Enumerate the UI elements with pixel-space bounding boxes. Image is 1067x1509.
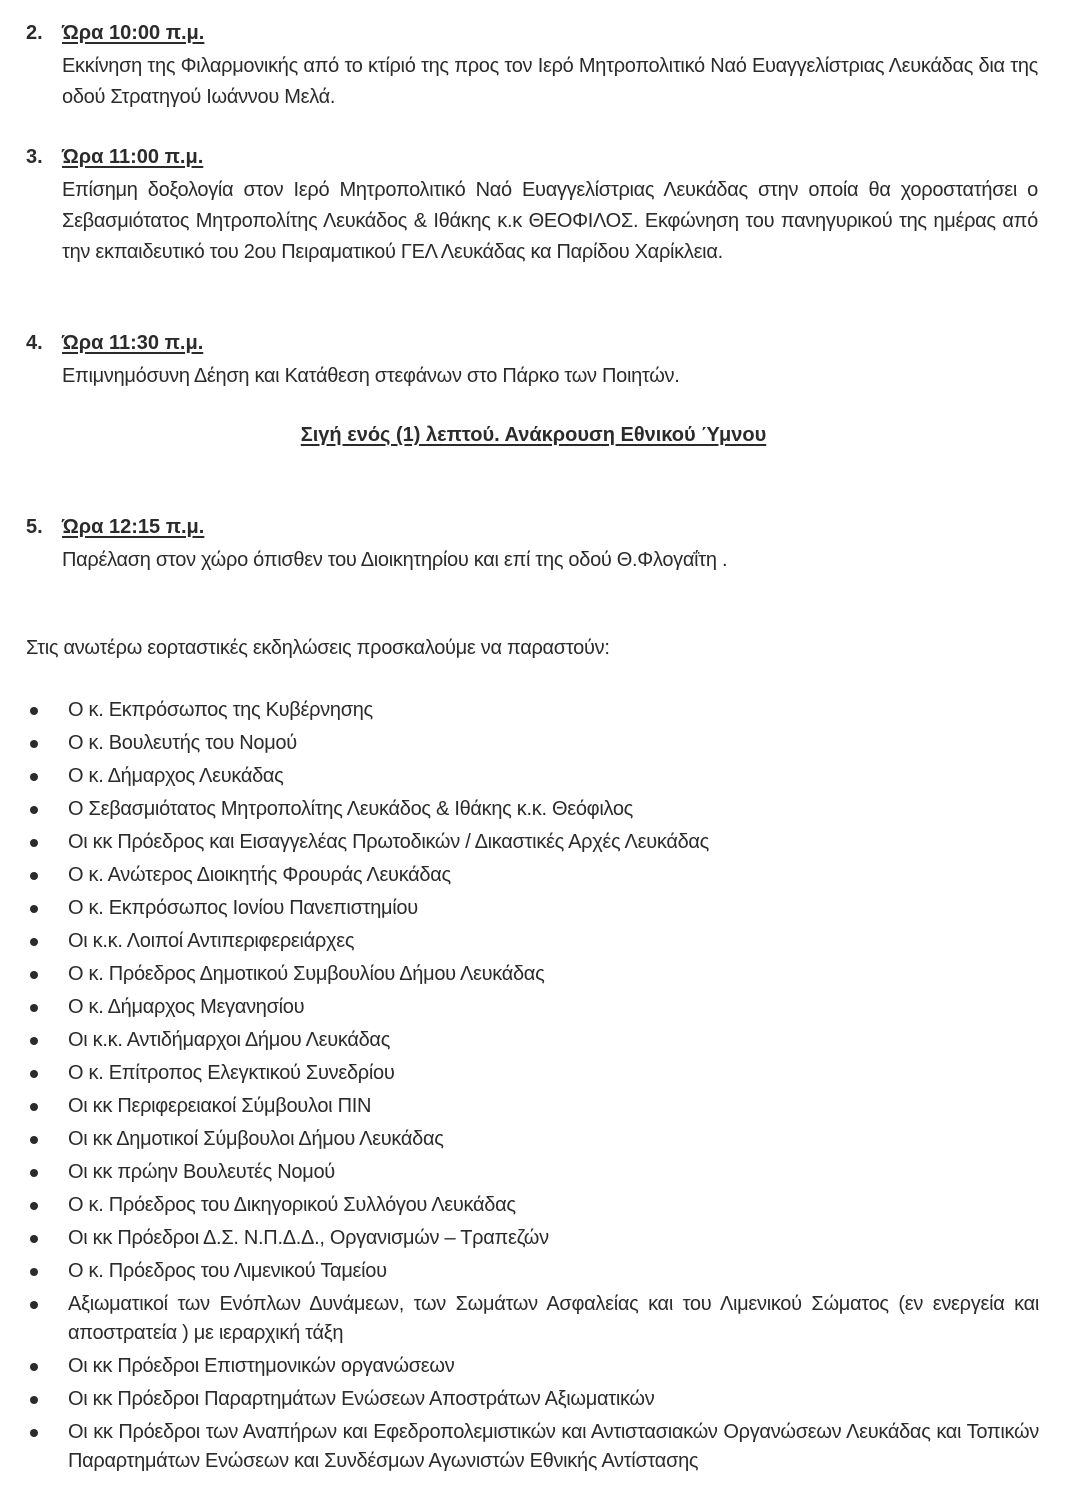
bullet-icon [30,938,38,946]
schedule-item-4-description: Επιμνημόσυνη Δέηση και Κατάθεση στεφάνων στο Πάρκο των Ποιητών. [62,365,680,387]
bullet-icon [30,1235,38,1243]
guest-text: Οι κκ πρώην Βουλευτές Νομού [68,1161,335,1183]
guest-text: Ο κ. Επίτροπος Ελεγκτικού Συνεδρίου [68,1062,395,1084]
guest-list-item [0,1350,1067,1383]
schedule-item-5-heading [26,516,204,539]
bullet-icon [30,1070,38,1078]
invitation-intro: Στις ανωτέρω εορταστικές εκδηλώσεις προσκαλούμε να παραστούν: [26,637,610,659]
guest-list-item [0,1090,1067,1123]
guest-list-item [0,1383,1067,1416]
silence-note: Σιγή ενός (1) λεπτού. Ανάκρουση Εθνικού Ύμνου [300,424,767,446]
bullet-icon [30,1301,38,1309]
schedule-item-2-description: Εκκίνηση της Φιλαρμονικής από το κτίριό της προς τον Ιερό Μητροπολιτικό Ναό Ευαγγελίστριας Λευκάδας δια της οδού Στρατηγού Ιωάννου Μελά. [62,55,1038,108]
schedule-item-number: 2. [26,22,43,44]
bullet-icon [30,1202,38,1210]
guest-list-item [0,925,1067,958]
bullet-icon [30,707,38,715]
bullet-icon [30,1037,38,1045]
guest-text: Ο κ. Εκπρόσωπος Ιονίου Πανεπιστημίου [68,897,418,919]
schedule-item-2-heading [26,22,204,45]
bullet-icon [30,839,38,847]
guest-list-item [0,826,1067,859]
schedule-item-time: Ώρα 12:15 π.μ. [62,516,205,538]
guest-list-item [0,958,1067,991]
schedule-item-5-description: Παρέλαση στον χώρο όπισθεν του Διοικητηρίου και επί της οδού Θ.Φλογαΐτη . [62,549,728,571]
bullet-icon [30,773,38,781]
guest-text: Αξιωματικοί των Ενόπλων Δυνάμεων, των Σωμάτων Ασφαλείας και του Λιμενικού Σώματος (εν ενεργεία και αποστρατεία ) με ιεραρχική τάξη [68,1293,1039,1344]
bullet-icon [30,1169,38,1177]
bullet-icon [30,1004,38,1012]
bullet-icon [30,1363,38,1371]
guest-list-item [0,892,1067,925]
guest-text: Ο κ. Δήμαρχος Μεγανησίου [68,996,305,1018]
guest-list-item [0,1123,1067,1156]
bullet-icon [30,1136,38,1144]
guest-list-item [0,1288,1067,1350]
bullet-icon [30,806,38,814]
guest-list-item [0,1416,1067,1478]
guest-text: Ο Σεβασμιότατος Μητροπολίτης Λευκάδος & Ιθάκης κ.κ. Θεόφιλος [68,798,634,820]
guest-list-item [0,727,1067,760]
schedule-item-4-heading [26,332,203,355]
schedule-item-number: 4. [26,332,43,354]
guest-list-item [0,1156,1067,1189]
schedule-item-number: 3. [26,146,43,168]
guest-text: Οι κ.κ. Αντιδήμαρχοι Δήμου Λευκάδας [68,1029,391,1051]
guest-list-item [0,991,1067,1024]
guest-text: Ο κ. Βουλευτής του Νομού [68,732,297,754]
guest-list-item [0,1189,1067,1222]
guest-list-item [0,1024,1067,1057]
guest-text: Ο κ. Πρόεδρος του Λιμενικού Ταμείου [68,1260,387,1282]
schedule-item-number: 5. [26,516,43,538]
schedule-item-3-heading [26,146,203,169]
guest-text: Οι κκ Πρόεδροι Επιστημονικών οργανώσεων [68,1355,455,1377]
guest-list-item [0,694,1067,727]
guest-list-item [0,1222,1067,1255]
guest-text: Οι κκ Δημοτικοί Σύμβουλοι Δήμου Λευκάδας [68,1128,444,1150]
bullet-icon [30,905,38,913]
bullet-icon [30,971,38,979]
schedule-item-3-description: Επίσημη δοξολογία στον Ιερό Μητροπολιτικό Ναό Ευαγγελίστριας Λευκάδας στην οποία θα χοροστατήσει ο Σεβασμιότατος Μητροπολίτης Λευκάδος & Ιθάκης κ.κ ΘΕΟΦΙΛΟΣ. Εκφώνηση του πανηγυρικού της ημέρας από την εκπαιδευτικό του 2ου Πειραματικού ΓΕΛ Λευκάδας κα Παρίδου Χαρίκλεια. [62,179,1038,263]
bullet-icon [30,872,38,880]
bullet-icon [30,740,38,748]
guest-text: Ο κ. Δήμαρχος Λευκάδας [68,765,284,787]
guest-list-item [0,1057,1067,1090]
schedule-item-time: Ώρα 10:00 π.μ. [62,22,205,44]
guest-list-item [0,793,1067,826]
guest-list-item [0,1255,1067,1288]
guest-text: Οι κκ Περιφερειακοί Σύμβουλοι ΠΙΝ [68,1095,372,1117]
guest-text: Ο κ. Εκπρόσωπος της Κυβέρνησης [68,699,373,721]
guest-text: Οι κκ Πρόεδροι των Αναπήρων και Εφεδροπολεμιστικών και Αντιστασιακών Οργανώσεων Λευκάδας και Τοπικών Παραρτημάτων Ενώσεων και Συνδέσμων Αγωνιστών Εθνικής Αντίστασης [68,1421,1039,1472]
guest-text: Οι κκ Πρόεδροι Δ.Σ. Ν.Π.Δ.Δ., Οργανισμών – Τραπεζών [68,1227,549,1249]
guest-list-item [0,859,1067,892]
guest-list [0,694,1067,1478]
guest-text: Οι κ.κ. Λοιποί Αντιπεριφερειάρχες [68,930,355,952]
schedule-item-time: Ώρα 11:00 π.μ. [62,146,204,168]
guest-text: Ο κ. Ανώτερος Διοικητής Φρουράς Λευκάδας [68,864,451,886]
schedule-item-time: Ώρα 11:30 π.μ. [62,332,204,354]
bullet-icon [30,1396,38,1404]
guest-text: Οι κκ Πρόεδρος και Εισαγγελέας Πρωτοδικών / Δικαστικές Αρχές Λευκάδας [68,831,710,853]
guest-text: Ο κ. Πρόεδρος Δημοτικού Συμβουλίου Δήμου Λευκάδας [68,963,545,985]
bullet-icon [30,1429,38,1437]
bullet-icon [30,1103,38,1111]
guest-list-item [0,760,1067,793]
bullet-icon [30,1268,38,1276]
guest-text: Ο κ. Πρόεδρος του Δικηγορικού Συλλόγου Λευκάδας [68,1194,516,1216]
guest-text: Οι κκ Πρόεδροι Παραρτημάτων Ενώσεων Αποστράτων Αξιωματικών [68,1388,655,1410]
